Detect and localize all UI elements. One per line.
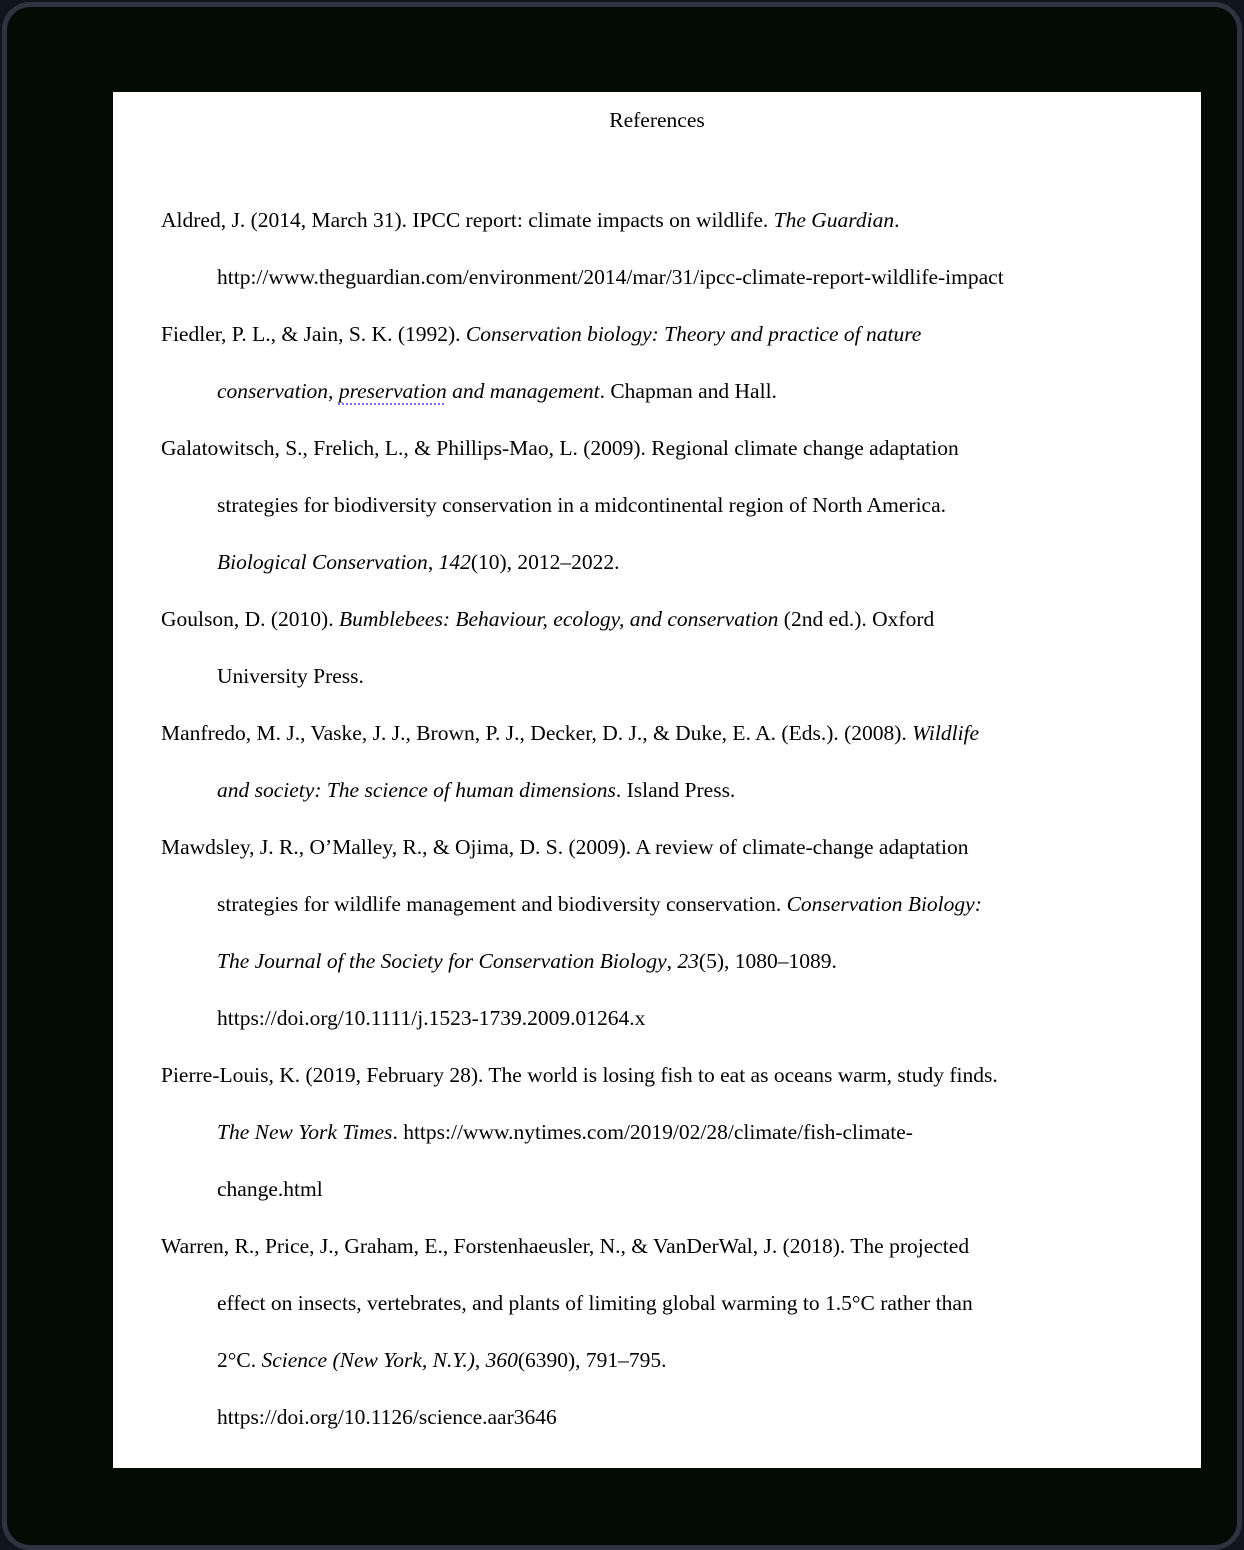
text-segment: Pierre-Louis, K. (2019, February 28). The world is losing fish to eat as oceans warm, study finds. xyxy=(161,1063,998,1087)
reference-line xyxy=(161,1389,1181,1446)
text-segment: University Press. xyxy=(217,664,364,688)
text-segment: Galatowitsch, S., Frelich, L., & Phillips-Mao, L. (2009). Regional climate change adaptation xyxy=(161,436,959,460)
reference-entry xyxy=(161,306,1181,420)
reference-line xyxy=(161,591,1181,648)
reference-line xyxy=(161,306,1181,363)
text-segment: effect on insects, vertebrates, and plants of limiting global warming to 1.5°C rather than xyxy=(217,1291,973,1315)
references-list xyxy=(161,192,1181,1446)
text-segment: https://doi.org/10.1111/j.1523-1739.2009.01264.x xyxy=(217,1006,646,1030)
text-segment: conservation, xyxy=(217,379,339,403)
text-segment: . Island Press. xyxy=(615,778,736,802)
text-segment: Biological Conservation xyxy=(217,550,428,574)
text-segment: (10), 2012–2022. xyxy=(470,550,620,574)
reference-line xyxy=(161,420,1181,477)
text-segment: 2°C. xyxy=(217,1348,262,1372)
text-segment: . Chapman and Hall. xyxy=(599,379,777,403)
text-segment: , xyxy=(427,550,439,574)
text-segment: 360 xyxy=(485,1348,518,1372)
text-segment: Science (New York, N.Y.) xyxy=(261,1348,475,1372)
text-segment: , xyxy=(666,949,678,973)
text-segment: strategies for biodiversity conservation in a midcontinental region of North America. xyxy=(217,493,947,517)
reference-line xyxy=(161,933,1181,990)
text-segment: Warren, R., Price, J., Graham, E., Forstenhaeusler, N., & VanDerWal, J. (2018). The projected xyxy=(161,1234,970,1258)
reference-line xyxy=(161,1161,1181,1218)
reference-line xyxy=(161,192,1181,249)
reference-entry xyxy=(161,192,1181,306)
reference-line xyxy=(161,249,1181,306)
text-segment: change.html xyxy=(217,1177,323,1201)
grammar-flagged-word[interactable]: preservation xyxy=(338,379,447,403)
text-segment: Mawdsley, J. R., O’Malley, R., & Ojima, D. S. (2009). A review of climate-change adaptation xyxy=(161,835,969,859)
text-segment: and management xyxy=(446,379,600,403)
text-segment: (5), 1080–1089. xyxy=(698,949,837,973)
text-segment: The Guardian xyxy=(773,208,895,232)
text-segment: 23 xyxy=(677,949,699,973)
reference-entry xyxy=(161,591,1181,705)
reference-line xyxy=(161,363,1181,420)
text-segment: Bumblebees: Behaviour, ecology, and conservation xyxy=(338,607,779,631)
reference-line xyxy=(161,762,1181,819)
text-segment: and society: The science of human dimensions xyxy=(217,778,616,802)
text-segment: http://www.theguardian.com/environment/2014/mar/31/ipcc-climate-report-wildlife-impact xyxy=(217,265,1004,289)
text-segment: Conservation biology: Theory and practice of nature xyxy=(465,322,922,346)
reference-line xyxy=(161,1218,1181,1275)
reference-line xyxy=(161,648,1181,705)
reference-entry xyxy=(161,705,1181,819)
text-segment: The Journal of the Society for Conservation Biology xyxy=(217,949,667,973)
reference-line xyxy=(161,1275,1181,1332)
reference-line xyxy=(161,534,1181,591)
text-segment: Aldred, J. (2014, March 31). IPCC report: climate impacts on wildlife. xyxy=(161,208,774,232)
text-segment: . https://www.nytimes.com/2019/02/28/climate/fish-climate- xyxy=(392,1120,913,1144)
text-segment: 142 xyxy=(438,550,471,574)
document-page xyxy=(113,92,1201,1468)
reference-entry xyxy=(161,420,1181,591)
page-title: References xyxy=(609,108,705,132)
reference-line xyxy=(161,705,1181,762)
text-segment: Goulson, D. (2010). xyxy=(161,607,339,631)
text-segment: Manfredo, M. J., Vaske, J. J., Brown, P. J., Decker, D. J., & Duke, E. A. (Eds.). (2008). xyxy=(161,721,913,745)
reference-line xyxy=(161,876,1181,933)
reference-line xyxy=(161,1104,1181,1161)
app-window-frame xyxy=(2,2,1242,1550)
text-segment: Fiedler, P. L., & Jain, S. K. (1992). xyxy=(161,322,466,346)
reference-line xyxy=(161,1332,1181,1389)
reference-line xyxy=(161,990,1181,1047)
reference-line xyxy=(161,819,1181,876)
reference-line xyxy=(161,1047,1181,1104)
text-segment: (2nd ed.). Oxford xyxy=(778,607,935,631)
text-segment: https://doi.org/10.1126/science.aar3646 xyxy=(217,1405,557,1429)
text-segment: Wildlife xyxy=(912,721,980,745)
text-segment: (6390), 791–795. xyxy=(517,1348,667,1372)
text-segment: . xyxy=(894,208,900,232)
reference-entry xyxy=(161,1047,1181,1218)
text-segment: , xyxy=(474,1348,486,1372)
reference-entry xyxy=(161,1218,1181,1446)
reference-line xyxy=(161,477,1181,534)
text-segment: The New York Times xyxy=(217,1120,393,1144)
reference-entry xyxy=(161,819,1181,1047)
text-segment: Conservation Biology: xyxy=(786,892,982,916)
text-segment: strategies for wildlife management and biodiversity conservation. xyxy=(217,892,787,916)
